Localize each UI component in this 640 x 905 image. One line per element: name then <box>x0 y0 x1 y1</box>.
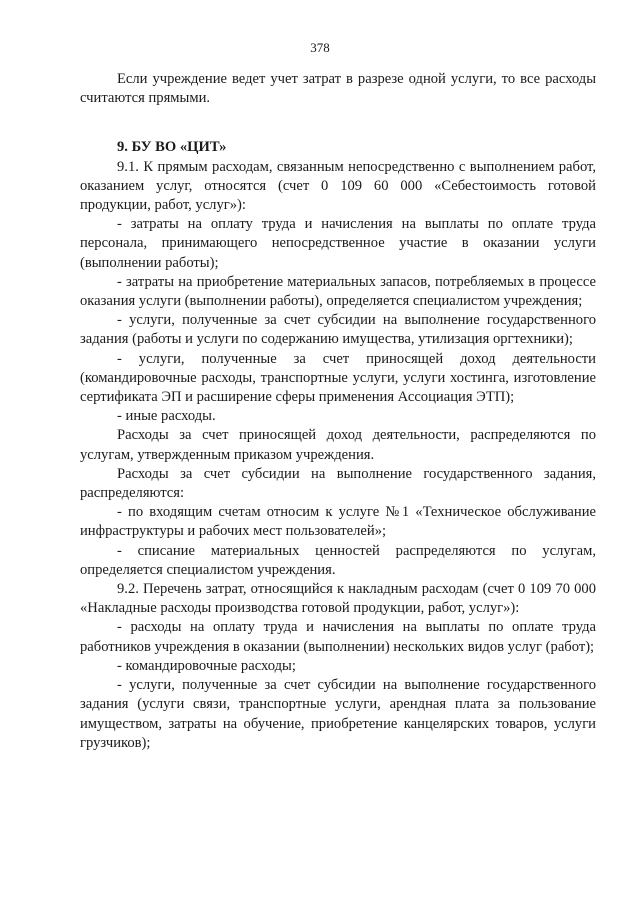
list-item-materials-writeoff: - списание материальных ценностей распределяются по услугам, определяется специалистом учреждения. <box>80 542 596 578</box>
document-body <box>80 70 596 753</box>
list-item-material-costs: - затраты на приобретение материальных запасов, потребляемых в процессе оказания услуги (выполнении работы), определяется специалистом учреждения; <box>80 273 596 310</box>
page-number: 378 <box>310 40 330 55</box>
paragraph-income-distribution: Расходы за счет приносящей доход деятельности, распределяются по услугам, утвержденным приказом учреждения. <box>80 427 596 463</box>
list-item-subsidy-services: - услуги, полученные за счет субсидии на выполнение государственного задания (работы и услуги по содержанию имущества, утилизация оргтехники); <box>80 312 596 348</box>
paragraph-9-1-direct-costs: 9.1. К прямым расходам, связанным непосредственно с выполнением работ, оказанием услуг, относятся (счет 0 109 60 000 «Себестоимость готовой продукции, работ, услуг»): <box>80 158 596 214</box>
list-item-other-costs: - иные расходы. <box>117 408 216 425</box>
list-item-overhead-labor: - расходы на оплату труда и начисления на выплаты по оплате труда работников учреждения в оказании (выполнении) нескольких видов услуг (работ); <box>80 619 596 655</box>
list-item-income-services: - услуги, полученные за счет приносящей доход деятельности (командировочные расходы, транспортные услуги, услуги хостинга, изготовление сертификата ЭП и расширение сферы применения Ассоциация ЭТП); <box>80 350 596 406</box>
list-item-incoming-invoices: - по входящим счетам относим к услуге №1 «Техническое обслуживание инфраструктуры и рабочих мест пользователей»; <box>80 504 596 540</box>
list-item-labor-costs: - затраты на оплату труда и начисления на выплаты по оплате труда персонала, принимающего непосредственное участие в оказании услуги (выполнении работы); <box>80 216 596 271</box>
paragraph-subsidy-distribution: Расходы за счет субсидии на выполнение государственного задания, распределяются: <box>80 465 596 502</box>
list-item-travel-expenses: - командировочные расходы; <box>117 657 296 674</box>
paragraph-single-service: Если учреждение ведет учет затрат в разрезе одной услуги, то все расходы считаются прямыми. <box>80 71 596 107</box>
paragraph-9-2-overhead: 9.2. Перечень затрат, относящийся к накладным расходам (счет 0 109 70 000 «Накладные расходы производства готовой продукции, работ, услуг»): <box>80 581 596 617</box>
list-item-overhead-services: - услуги, полученные за счет субсидии на выполнение государственного задания (услуги связи, транспортные услуги, арендная плата за пользование имуществом, затраты на обучение, приобретение канцелярских товаров, услуги грузчиков); <box>80 677 596 751</box>
section-heading: 9. БУ ВО «ЦИТ» <box>117 139 227 156</box>
